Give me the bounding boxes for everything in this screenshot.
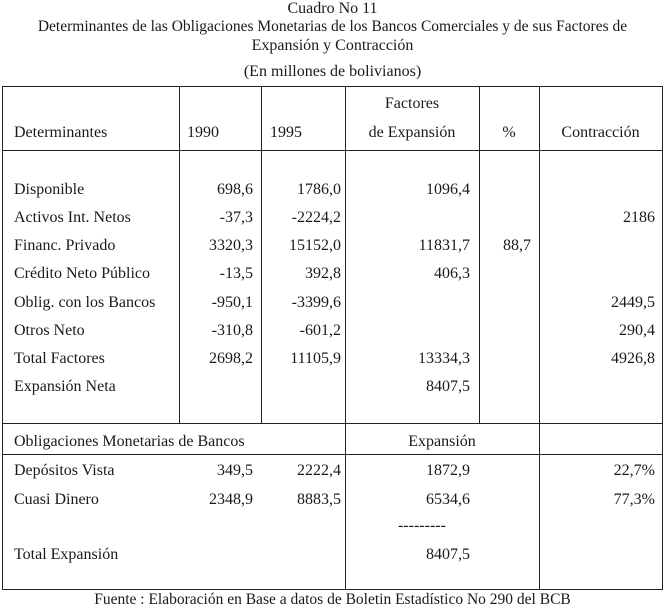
row-1995-value: -601,2 (299, 322, 341, 339)
section2-row-1995-value: 2222,4 (297, 462, 341, 479)
row-label: Oblig. con los Bancos (14, 294, 156, 311)
total-expansion-label: Total Expansión (14, 546, 119, 563)
header-de-expansion: de Expansión (368, 124, 456, 141)
row-1995-value: -2224,2 (291, 209, 341, 226)
row-expansion-value: 406,3 (434, 265, 470, 282)
row-contraccion-value: 2449,5 (611, 294, 655, 311)
row-1990-value: -950,1 (211, 294, 253, 311)
table-number: Cuadro No 11 (287, 0, 378, 17)
row-1990-value: 698,6 (217, 181, 253, 198)
header-bottom-rule (2, 150, 663, 151)
section2-row-1995-value: 8883,5 (297, 491, 341, 508)
section2-expansion-header: Expansión (408, 433, 476, 450)
row-label: Activos Int. Netos (14, 209, 131, 226)
section2-row-label: Depósitos Vista (14, 462, 115, 479)
section-header-rule (2, 454, 663, 455)
row-label: Expansión Neta (14, 378, 116, 395)
row-1995-value: -3399,6 (291, 294, 341, 311)
header-1995: 1995 (270, 124, 302, 141)
table-left-border (2, 86, 3, 590)
header-factores: Factores (384, 95, 440, 112)
row-1990-value: -37,3 (219, 209, 253, 226)
row-contraccion-value: 4926,8 (611, 350, 655, 367)
row-1990-value: 2698,2 (209, 350, 253, 367)
row-label: Disponible (14, 181, 85, 198)
header-percent: % (502, 124, 516, 141)
source-note: Fuente : Elaboración en Base a datos de Boletin Estadístico No 290 del BCB (94, 591, 571, 608)
section2-row-1990-value: 349,5 (217, 462, 253, 479)
row-contraccion-value: 2186 (623, 209, 655, 226)
row-contraccion-value: 290,4 (619, 322, 655, 339)
row-1995-value: 392,8 (305, 265, 341, 282)
row-label: Total Factores (14, 350, 105, 367)
total-expansion-value: 8407,5 (426, 546, 470, 563)
row-percent-value: 88,7 (503, 237, 531, 254)
section2-row-share-value: 22,7% (613, 462, 655, 479)
row-label: Financ. Privado (14, 237, 116, 254)
section-rule (2, 423, 663, 424)
section2-row-expansion-value: 6534,6 (426, 491, 470, 508)
table-top-border (2, 86, 663, 87)
table-title-continued: Expansión y Contracción (251, 37, 414, 54)
section2-row-1990-value: 2348,9 (209, 491, 253, 508)
header-1990: 1990 (187, 124, 219, 141)
row-1995-value: 1786,0 (297, 181, 341, 198)
row-expansion-value: 13334,3 (418, 350, 470, 367)
row-label: Crédito Neto Público (14, 265, 150, 282)
section2-row-label: Cuasi Dinero (14, 491, 99, 508)
row-1990-value: 3320,3 (209, 237, 253, 254)
header-contraccion: Contracción (561, 124, 640, 141)
section2-title: Obligaciones Monetarias de Bancos (14, 433, 245, 450)
table-units: (En millones de bolivianos) (243, 63, 422, 80)
header-determinantes: Determinantes (14, 124, 108, 141)
section2-row-expansion-value: 1872,9 (426, 462, 470, 479)
row-1995-value: 15152,0 (289, 237, 341, 254)
table-bottom-border (2, 589, 663, 590)
row-expansion-value: 11831,7 (418, 237, 470, 254)
col-divider-3 (345, 86, 346, 590)
row-label: Otros Neto (14, 322, 85, 339)
row-expansion-value: 1096,4 (426, 181, 470, 198)
row-1990-value: -13,5 (219, 265, 253, 282)
section2-row-share-value: 77,3% (613, 491, 655, 508)
row-expansion-value: 8407,5 (426, 378, 470, 395)
table-title: Determinantes de las Obligaciones Monetarias de los Bancos Comerciales y de sus Factores de (37, 18, 628, 35)
row-1990-value: -310,8 (211, 322, 253, 339)
table-right-border (662, 86, 663, 590)
total-separator: --------- (398, 517, 446, 534)
row-1995-value: 11105,9 (290, 350, 341, 367)
